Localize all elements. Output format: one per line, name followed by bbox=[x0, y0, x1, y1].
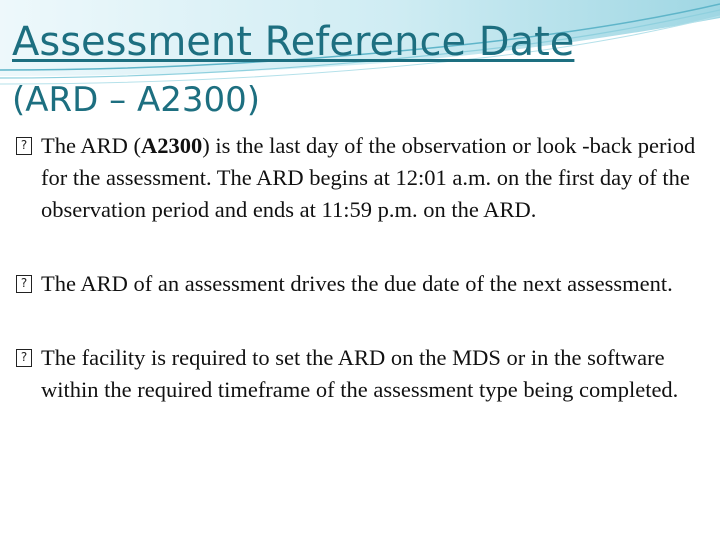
missing-glyph-box-icon bbox=[16, 349, 32, 367]
bullet-text-lead: The ARD ( bbox=[41, 133, 141, 158]
missing-glyph-box-icon bbox=[16, 275, 32, 293]
bullet-text: The ARD of an assessment drives the due date of the next assessment. bbox=[41, 271, 673, 296]
bullet-text: The facility is required to set the ARD on the MDS or in the software within the required timeframe of the assessment type being completed. bbox=[41, 345, 679, 402]
slide-subtitle: (ARD – A2300) bbox=[12, 80, 260, 120]
slide-title: Assessment Reference Date bbox=[12, 19, 575, 65]
bullet-item-ard-definition bbox=[14, 130, 706, 226]
bullet-item-facility-requirement bbox=[14, 342, 706, 406]
missing-glyph-box-icon bbox=[16, 137, 32, 155]
bullet-text-bold-item: A2300 bbox=[141, 133, 203, 158]
bullet-text-rest: ) is the last day of the observation or look -back period for the assessment. The ARD begins at 12:01 a.m. on the first day of the observation period and ends at 11:59 p.m. on the ARD. bbox=[41, 133, 696, 222]
bullet-list bbox=[14, 130, 706, 406]
bullet-item-due-date bbox=[14, 268, 706, 300]
